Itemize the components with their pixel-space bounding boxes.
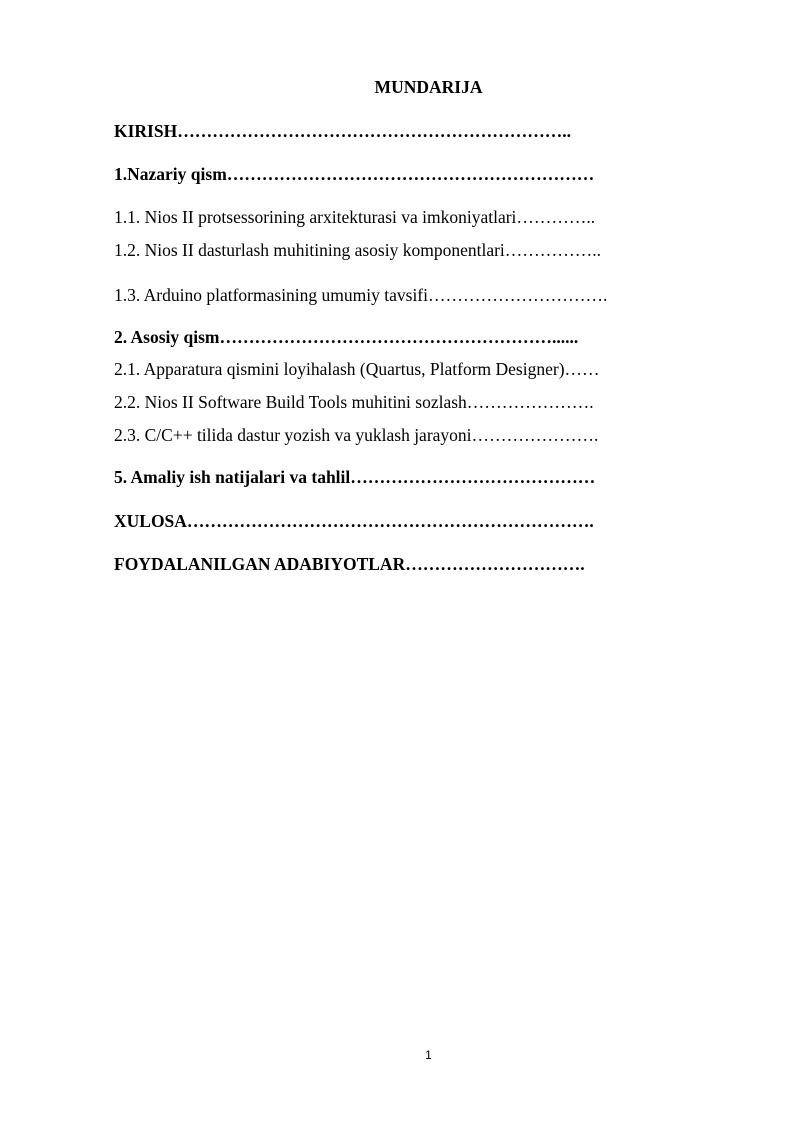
toc-entry-1-1: 1.1. Nios II protsessorining arxitekturasi va imkoniyatlari………….. — [114, 207, 596, 227]
toc-entry-asosiy-qism: 2. Asosiy qism…………………………………………………...... — [114, 327, 579, 347]
toc-entry-adabiyotlar: FOYDALANILGAN ADABIYOTLAR…………………………. — [114, 554, 585, 574]
toc-entry-kirish: KIRISH………………………………………………………….. — [114, 121, 571, 141]
page-title: MUNDARIJA — [374, 77, 483, 97]
toc-entry-1-3: 1.3. Arduino platformasining umumiy tavsifi…………………………. — [114, 285, 608, 305]
toc-entry-xulosa: XULOSA……………………………………………………………. — [114, 511, 594, 531]
toc-entry-2-1: 2.1. Apparatura qismini loyihalash (Quartus, Platform Designer)…… — [114, 359, 600, 379]
toc-entry-amaliy-ish: 5. Amaliy ish natijalari va tahlil…………………………………… — [114, 467, 596, 487]
page-number: 1 — [425, 1048, 432, 1062]
toc-entry-1-2: 1.2. Nios II dasturlash muhitining asosiy komponentlari…………….. — [114, 240, 602, 260]
toc-entry-2-2: 2.2. Nios II Software Build Tools muhitini sozlash…………………. — [114, 392, 594, 412]
toc-entry-2-3: 2.3. C/C++ tilida dastur yozish va yuklash jarayoni…………………. — [114, 425, 599, 445]
toc-entry-nazariy-qism: 1.Nazariy qism……………………………………………………… — [114, 164, 595, 184]
